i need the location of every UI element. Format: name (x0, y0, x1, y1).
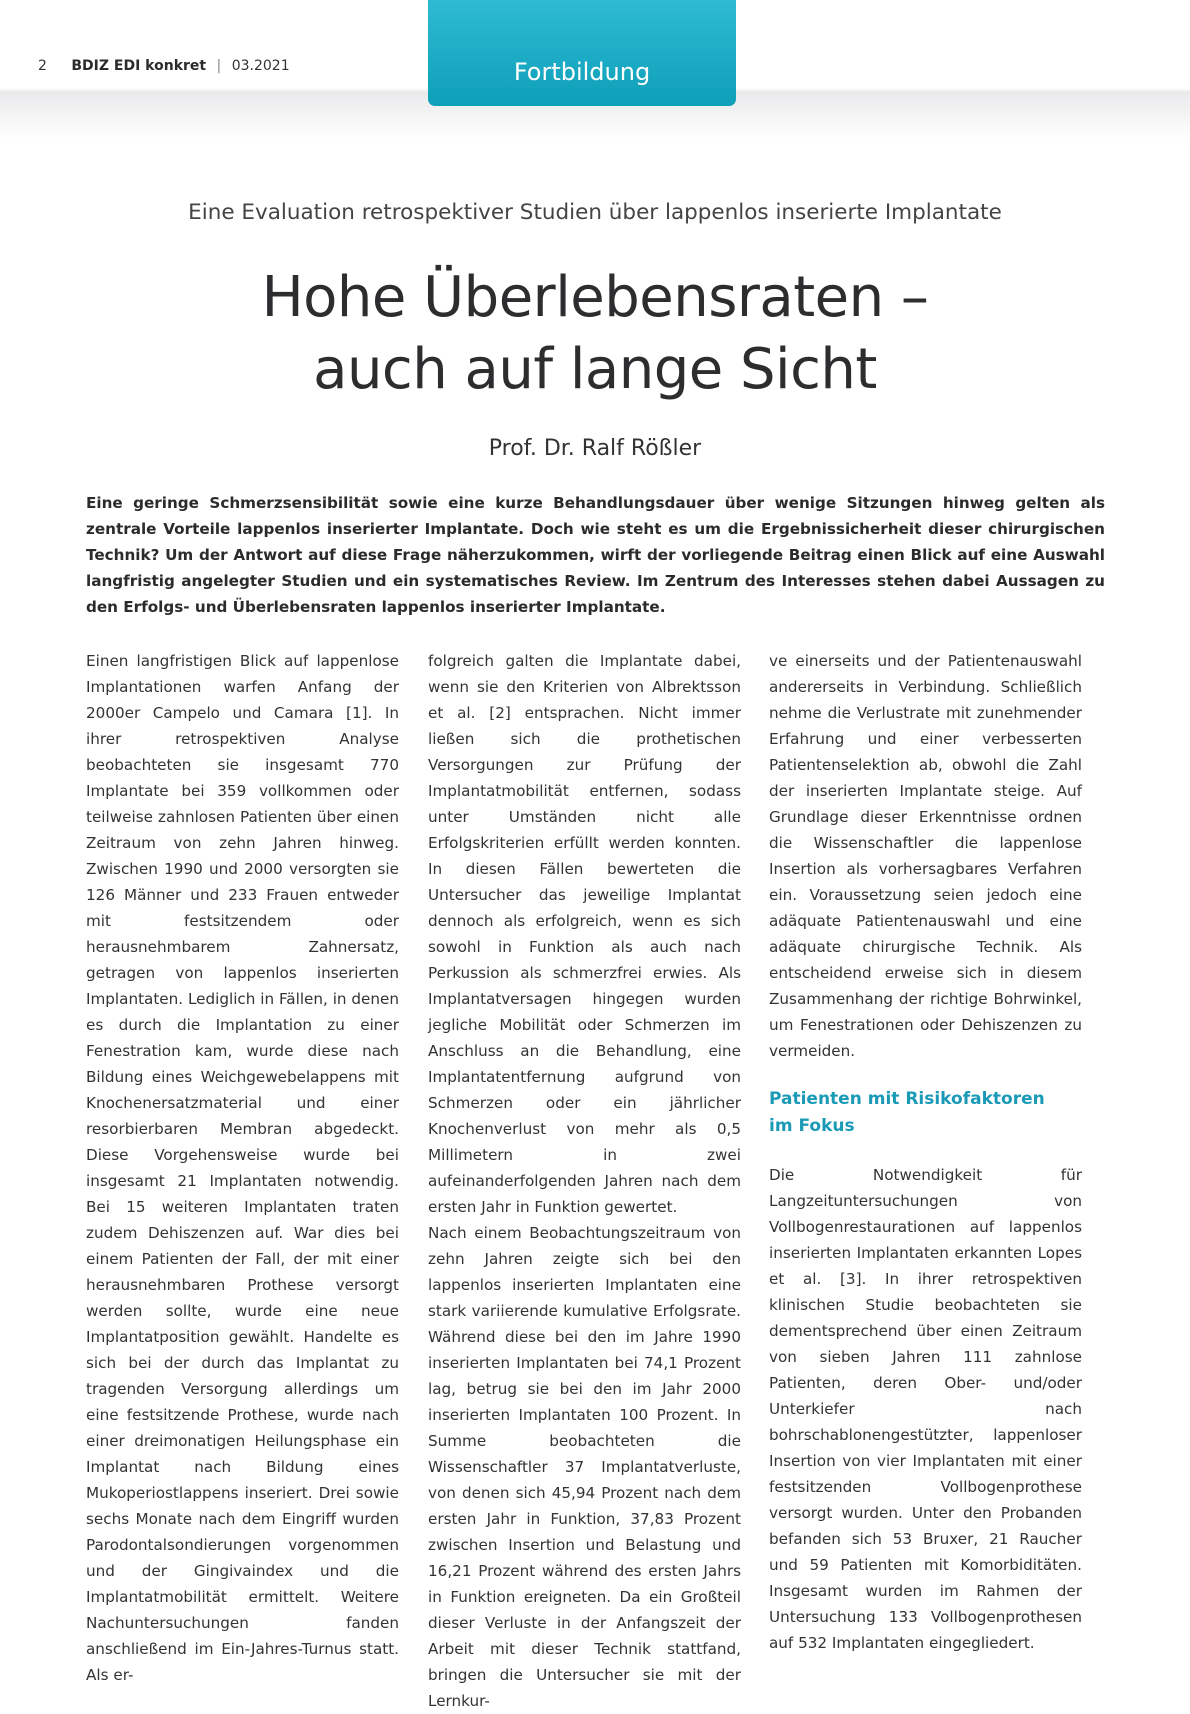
header-separator: | (216, 58, 222, 74)
body-column-1 (86, 648, 399, 1688)
article-lead: Eine geringe Schmerzsensibilität sowie eine kurze Behandlungsdauer über wenige Sitzungen hinweg gelten als zentrale Vorteile lappenlos inserierter Implantate. Doch wie steht es um die Ergebnissicherheit dieser chirurgischen Technik? Um der Antwort auf diese Frage näherzukommen, wirft der vorliegende Beitrag einen Blick auf eine Auswahl langfristig angelegter Studien und ein systematisches Review. Im Zentrum des Interesses stehen dabei Aussagen zu den Erfolgs- und Überlebensraten lappenlos inserierter Implantate. (86, 494, 1105, 616)
subheading-line-2: im Fokus (769, 1116, 855, 1136)
article-title (0, 262, 1190, 406)
article-title-line-2: auch auf lange Sicht (313, 337, 877, 402)
article-kicker: Eine Evaluation retrospektiver Studien über lappenlos inserierte Implantate (188, 200, 1002, 225)
article-author: Prof. Dr. Ralf Rößler (488, 436, 702, 461)
issue-date: 03.2021 (231, 58, 290, 74)
body-column-3 (769, 648, 1082, 1656)
body-paragraph: folgreich galten die Implantate dabei, wenn sie den Kriterien von Albrektsson et al. [2] entsprachen. Nicht immer ließen sich die prothetischen Versorgungen zur Prüfung der Implantatmobilität entfernen, sodass unter Umständen nicht alle Erfolgskriterien erfüllt werden konnten. In diesen Fällen bewerteten die Untersucher das jeweilige Implantat dennoch als erfolgreich, wenn es sich sowohl in Funktion als auch nach Perkussion als schmerzfrei erwies. Als Implantatversagen hingegen wurden jegliche Mobilität oder Schmerzen im Anschluss an die Behandlung, eine Implantatentfernung aufgrund von Schmerzen oder ein jährlicher Knochenverlust von mehr als 0,5 Millimetern in zwei aufeinanderfolgenden Jahren nach dem ersten Jahr in Funktion gewertet. (428, 652, 741, 1216)
body-paragraph: Die Notwendigkeit für Langzeituntersuchungen von Vollbogenrestaurationen auf lappenlos inserierten Implantaten erkannten Lopes et al. [3]. In ihrer retrospektiven klinischen Studie beobachteten sie dementsprechend über einen Zeitraum von sieben Jahren 111 zahnlose Patienten, deren Ober- und/oder Unterkiefer nach bohrschablonengestützter, lappenloser Insertion von vier Implantaten mit einer festsitzenden Vollbogenprothese versorgt wurden. Unter den Probanden befanden sich 53 Bruxer, 21 Raucher und 59 Patienten mit Komorbiditäten. Insgesamt wurden im Rahmen der Untersuchung 133 Vollbogenprothesen auf 532 Implantaten eingegliedert. (769, 1166, 1082, 1652)
body-column-2 (428, 648, 741, 1714)
body-paragraph: Nach einem Beobachtungszeitraum von zehn Jahren zeigte sich bei den lappenlos inserierten Implantaten eine stark variierende kumulative Erfolgsrate. Während diese bei den im Jahre 1990 inserierten Implantaten bei 74,1 Prozent lag, betrug sie bei den im Jahr 2000 inserierten Implantaten 100 Prozent. In Summe beobachteten die Wissenschaftler 37 Implantatverluste, von denen sich 45,94 Prozent nach dem ersten Jahr in Funktion, 37,83 Prozent zwischen Insertion und Belastung und 16,21 Prozent während des ersten Jahrs in Funktion ereigneten. Da ein Großteil dieser Verluste in der Anfangszeit der Arbeit mit dieser Technik stattfand, bringen die Untersucher sie mit der Lernkur- (428, 1224, 741, 1710)
page-number: 2 (38, 58, 47, 74)
section-tab: Fortbildung (428, 0, 736, 106)
running-head (38, 58, 290, 74)
article-title-line-1: Hohe Überlebensraten – (261, 265, 929, 330)
body-paragraph: Einen langfristigen Blick auf lappenlose Implantationen warfen Anfang der 2000er Campelo und Camara [1]. In ihrer retrospektiven Analyse beobachteten sie insgesamt 770 Implantate bei 359 vollkommen oder teilweise zahnlosen Patienten über einen Zeitraum von zehn Jahren hinweg. Zwischen 1990 und 2000 versorgten sie 126 Männer und 233 Frauen entweder mit festsitzendem oder herausnehmbarem Zahnersatz, getragen von lappenlos inserierten Implantaten. Lediglich in Fällen, in denen es durch die Implantation zu einer Fenestration kam, wurde diese nach Bildung eines Weichgewebelappens mit Knochenersatzmaterial und einer resorbierbaren Membran abgedeckt. Diese Vorgehensweise wurde bei insgesamt 21 Implantaten notwendig. Bei 15 weiteren Implantaten traten zudem Dehiszenzen auf. War dies bei einem Patienten der Fall, der mit einer herausnehmbaren Prothese versorgt werden sollte, wurde eine neue Implantatposition gewählt. Handelte es sich bei der durch das Implantat zu tragenden Versorgung allerdings um eine festsitzende Prothese, wurde nach einer dreimonatigen Heilungsphase ein Implantat nach Bildung eines Mukoperiostlappens inseriert. Drei sowie sechs Monate nach dem Eingriff wurden Parodontalsondierungen vorgenommen und der Gingivaindex und die Implantatmobilität ermittelt. Weitere Nachuntersuchungen fanden anschließend im Ein-Jahres-Turnus statt. Als er- (86, 652, 399, 1684)
publication-name: BDIZ EDI konkret (71, 58, 207, 74)
section-subheading (769, 1086, 1082, 1140)
subheading-line-1: Patienten mit Risikofaktoren (769, 1089, 1045, 1109)
body-paragraph: ve einerseits und der Patientenauswahl andererseits in Verbindung. Schließlich nehme die Verlustrate mit zunehmender Erfahrung und einer verbesserten Patientenselektion ab, obwohl die Zahl der inserierten Implantate steige. Auf Grundlage dieser Erkenntnisse ordnen die Wissenschaftler die lappenlose Insertion als vorhersagbares Verfahren ein. Voraussetzung seien jedoch eine adäquate Patientenauswahl und eine adäquate chirurgische Technik. Als entscheidend erweise sich in diesem Zusammenhang der richtige Bohrwinkel, um Fenestrationen oder Dehiszenzen zu vermeiden. (769, 652, 1082, 1060)
